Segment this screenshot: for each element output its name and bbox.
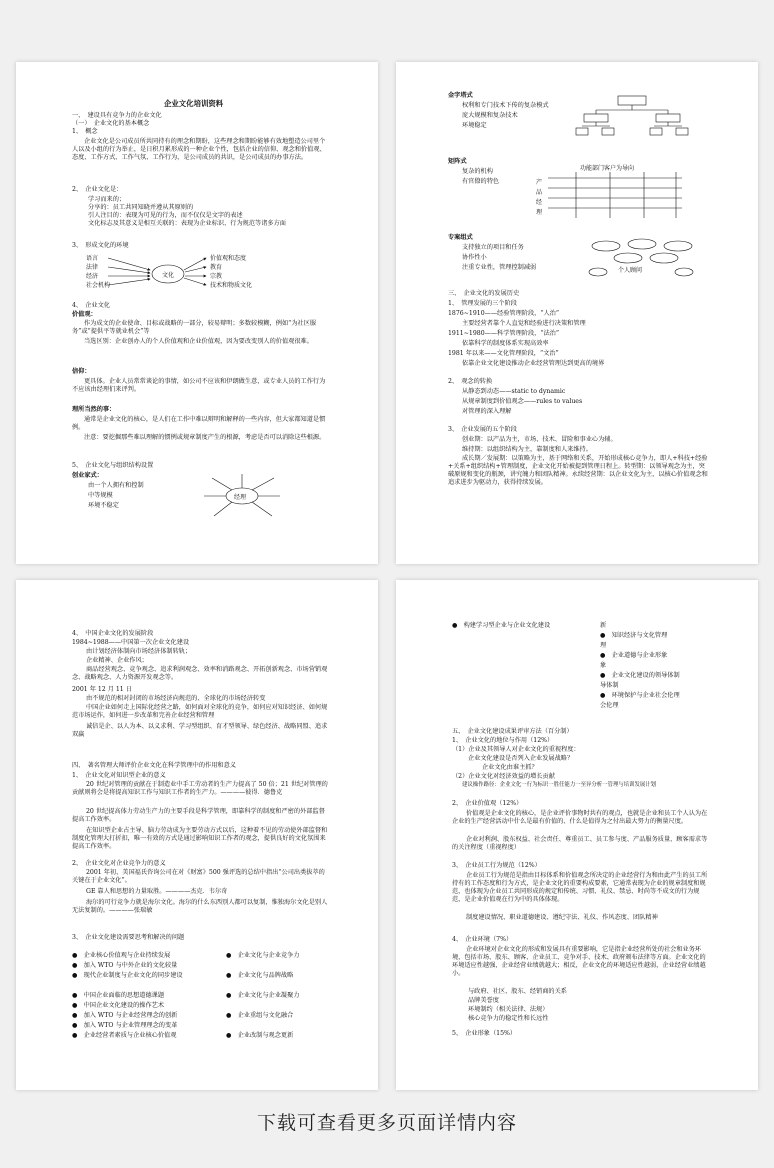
assumptions-paragraph-1: 通常是企业文化的核心，是人们在工作中难以辩明和解释的一些内容，但大家都知道是惯例。 — [72, 416, 326, 432]
text-paragraph: 20 世纪提高体力劳动生产力的主要手段是科学管理，即靠科学的制度和严密的外部监督提高工作效率。 — [72, 808, 325, 824]
text-line: 2001 年 12 月 11 日 — [72, 686, 132, 693]
text-line: 1911~1980——科学管理阶段，“法治” — [448, 330, 560, 337]
text-line: 有官僚的特色 — [462, 178, 500, 185]
text-line: 对管理的深入理解 — [462, 408, 512, 415]
env-left-label: 法律 — [86, 264, 99, 271]
culture-center-label: 文化 — [162, 272, 175, 279]
values-heading: 价值观： — [72, 311, 97, 318]
text-line: 协作性小 — [462, 254, 487, 261]
document-page-2 — [396, 62, 758, 564]
entrepreneur-heading: 创业家式： — [72, 472, 103, 479]
bullet-item: ● 企业道德与企业形象 — [600, 652, 668, 659]
vertical-fragment: 新 — [600, 622, 607, 629]
text-line: 与政府、社区、股东、经销商的关系 — [468, 988, 567, 995]
text-paragraph: 企业员工行为规范是指由目标体系和价值观念所决定的企业经营行为和由此产生的员工所持有的工作态度和行为方式，是企业文化的重要构成要素，它通常表现为企业的规章制度和规范，也体现为企业员工共同形成的规定和传统、习惯、礼仪、禁忌、时尚等不成文的行为规范，是企业价值观在行为中的具体体现。 — [452, 872, 708, 904]
text-line: 庞大规模和复杂技术 — [462, 112, 518, 119]
matrix-top-label: 功能部门客户为导向 — [580, 165, 635, 172]
item-heading: 1、 管理发展的三个阶段 — [448, 300, 517, 307]
pyramid-org-chart — [576, 94, 696, 138]
matrix-heading: 矩阵式 — [448, 158, 467, 165]
text-line: 支持独立的项目和任务 — [462, 244, 524, 251]
item-heading: 1、 企业文化的地位与作用（12%） — [452, 737, 554, 744]
stages-paragraph: 成长期／发展期：以策略为主，基于网络和关系，开始形成核心竞争力，即人+科技+经验+关系+组织结构+管理制度，企业文化开始被提到管理日程上。转型期：以领导观念为主，突破原规和变化的瓶颈，讲究魄力和团队精神。永续经营期：以企业文化为主，以核心价值观念和追求进步为驱动力，获得持续发展。 — [448, 455, 708, 487]
download-more-caption: 下载可查看更多页面详情内容 — [256, 1112, 517, 1134]
item-heading: 3、 企业发展的五个阶段 — [448, 426, 517, 433]
belief-heading: 信仰： — [72, 368, 91, 375]
project-team-heading: 专案组式 — [448, 234, 473, 241]
matrix-org-chart — [536, 164, 686, 224]
vertical-fragment: 会伦理 — [600, 702, 619, 709]
text-line: 品牌美誉度 — [468, 997, 499, 1004]
item-heading: 1、 概念 — [72, 128, 98, 135]
vertical-fragment: 象 — [600, 662, 607, 669]
text-paragraph: 企业对利润、股东权益、社会责任、尊重员工、员工参与度、产品服务质量、顾客需求等的关注程度（重视程度） — [452, 836, 708, 852]
item-heading: 3、 企业文化建设需要思考和解决的问题 — [72, 934, 185, 941]
text-paragraph: 中国企业如何走上国际化经营之路，如何面对全球化的竞争，如何应对知识经济、如何规范市场运作，如何进一步改革和完善企业经营和管理 — [72, 704, 328, 720]
text-line: 权利和专门技术下传的复杂模式 — [462, 102, 549, 109]
problem-item-left: ● 中国企业面临的思想道德课题 — [72, 992, 165, 999]
text-line: 从规章制度到价值观念——rules to values — [462, 398, 583, 405]
problem-item-left: ● 现代企业制度与企业文化的同步建设 — [72, 972, 183, 979]
text-paragraph: 在知识型企业占主导、脑力劳动成为主要劳动方式以后，这种着不见的劳动使外部监督和制度化管理大打折扣，唯一有效的方式是通过影响知识工作者的观念，提供良好的文化氛围来提高工作效率。 — [72, 827, 328, 851]
problem-item-right: ● 企业改制与观念更新 — [226, 1032, 294, 1039]
text-paragraph: 20 世纪对管理的贡献在于制造业中手工劳动者的生产力提高了 50 倍；21 世纪对管理的贡献则将会是将提高知识工作与知识工作者的生产力。————彼得．德鲁克 — [72, 781, 328, 797]
matrix-side-label: 经 — [536, 199, 543, 206]
bullet-item: ● 企业文化建设的领导体制 — [600, 672, 680, 679]
vertical-fragment: 导体制 — [600, 682, 619, 689]
values-paragraph-1: 作为成文的企业使命、目标或战略的一部分，较易辩明；多数较模糊，例如“为社区服务”或“提供平等就业机会”等 — [72, 320, 317, 336]
matrix-side-label: 理 — [536, 209, 543, 216]
matrix-side-label: 品 — [536, 189, 543, 196]
pyramid-heading: 金字塔式 — [448, 92, 473, 99]
text-line: 文化标志及其意义是相互关联的：表现为企业标识、行为规范等诸多方面 — [88, 220, 286, 227]
problem-item-left: ● 中国企业文化建设的操作艺术 — [72, 1002, 165, 1009]
project-team-chart — [588, 238, 698, 278]
section-heading: 四、 著名管理大师评价企业文化在科学管理中的作用和意义 — [72, 762, 236, 769]
problem-item-right: ● 企业重组与文化融合 — [226, 1012, 294, 1019]
text-line: 中等规模 — [88, 492, 113, 499]
text-line: 引人注目的：表现为可见的行为，而不仅仅是文字的表述 — [88, 212, 243, 219]
assumptions-paragraph-2: 注意：要挖掘那些难以理解的惯例或规章制度产生的根源，考虑是否可以消除这些根源。 — [84, 434, 326, 441]
page-title: 企业文化培训资料 — [164, 99, 224, 108]
item-heading: 4、 中国企业文化的发展阶段 — [72, 630, 154, 637]
text-line: 企业文化建设是否列入企业发展战略？ — [468, 755, 574, 762]
text-line: 依靠科学的制度体系实现高效率 — [462, 340, 549, 347]
text-line: 企业精神、企业作风； — [86, 657, 148, 664]
section-heading: 五、 企业文化建设成果评审方法（百分制） — [452, 728, 573, 735]
env-right-label: 价值观和态度 — [210, 255, 247, 262]
problem-item-right: ● 企业文化与企业凝聚力 — [226, 992, 300, 999]
problem-item-left: ● 企业核心价值观与企业持续发展 — [72, 952, 171, 959]
text-paragraph: 商品经营观念、竞争观念、追求利润观念、效率和消路观念、开拓创新观念、市场营销观念、战略观念、人力资源开发观念等。 — [72, 666, 328, 682]
bullet-item: ● 环境保护与企业社会伦理 — [600, 692, 680, 699]
env-right-label: 教育 — [210, 264, 223, 271]
text-line: 环境不稳定 — [88, 502, 119, 509]
text-line: 维持期：以组织结构为主，靠制度和人来维持。 — [462, 446, 592, 453]
text-line: 注重专业性，管理控制减弱 — [462, 264, 537, 271]
belief-paragraph: 更具体。企业人员常常谈论的事情，如公司不应该和伊朗做生意，或专业人员的工作行为不应该由经理们来评判。 — [72, 378, 326, 394]
text-line: （2）企业文化对经济效益的增长贡献 — [452, 773, 555, 780]
env-right-label: 技术和物质文化 — [210, 282, 253, 289]
text-paragraph: 价值观是企业文化的核心，是企业评价事物时共有的观点，也就是企业和员工个人认为在企业的生产经营活动中什么是最有价值的、什么是值得为之付出最大努力的衡量尺度。 — [452, 810, 708, 826]
item-heading: 3、 形成文化的环境 — [72, 242, 129, 249]
problem-item-left: ● 加入 WTO 与中外企业的文化较量 — [72, 962, 178, 969]
text-paragraph: 2001 年初，美国福氏咨询公司在对《财富》500 强评选的总结中指出“公司出类拔萃的关键在于企业文化”。 — [72, 869, 325, 885]
section-heading: 三、 企业文化的发展历史 — [448, 290, 520, 297]
values-paragraph-2: 当选区别：企业创办人的个人价值观和企业价值观，因为要改变别人的价值观很难。 — [84, 338, 313, 345]
matrix-side-label: 产 — [536, 179, 543, 186]
text-paragraph: 诚信是企、以人为本、以义求利、学习型组织、育才型领导、绿色经济、战略同盟、追求双赢 — [72, 723, 328, 739]
text-line: （1）企业及其领导人对企业文化的重视程度： — [452, 746, 580, 753]
assumptions-heading: 理所当然的事： — [72, 406, 116, 413]
problem-item-left: ● 企业经营者素质与企业核心价值观 — [72, 1032, 177, 1039]
env-right-label: 宗教 — [210, 273, 223, 280]
vertical-fragment: 理 — [600, 642, 607, 649]
item-heading: 3、 企业员工行为规范（12%） — [452, 862, 541, 869]
text-line: 企业文化由谁主抓？ — [482, 764, 538, 771]
document-page-4 — [396, 580, 758, 1090]
bullet-item: ● 知识经济与文化管理 — [600, 632, 668, 639]
item-heading: 5、 企业形象（15%） — [452, 1030, 517, 1037]
text-line: 创业期：以产品为主，市场、技术、冒险和事业心为辅。 — [462, 436, 617, 443]
text-line: 依靠企业文化建设推动企业经营管理达到更高的境界 — [462, 360, 605, 367]
text-line: 核心竞争力的稳定性和长远性 — [468, 1015, 549, 1022]
problem-item-right: ● 企业文化与品牌战略 — [226, 972, 294, 979]
text-line: 建议操作路径：企业文化一行为标识一胜任能力一至异分析一管理与培训发展计划 — [462, 782, 657, 788]
concept-paragraph: 企业文化是公司成员所共同持有的理念和期盼，这些理念和期盼能够有效地塑造公司里个人以及小组的行为举止，是日积月累形成的一种企业个性，包括企业的信仰、观念和价值观、态度、工作方式、工作气氛、工作行为，是公司成员的共识，是公司成员的办事方法。 — [72, 138, 326, 162]
text-paragraph: 制度建设情况、职业道德建设、遵纪守法、礼仪、作风态度、团队精神 — [466, 914, 658, 921]
text-paragraph: 企业环境对企业文化的形成和发展具有重要影响，它是指企业经营所处的社会和业务环境，包括市场、股东、顾客、企业员工、竞争对手、技术、政府颁布法律等方面。企业文化的环境适应性越强，企业经营业绩就越大；相反，企业文化的环境适应性越弱，企业经营业绩越小。 — [452, 946, 706, 978]
document-page-3 — [16, 580, 378, 1090]
text-line: 从静态到动态——static to dynamic — [462, 388, 566, 395]
boss-label: 经理 — [234, 494, 247, 501]
text-line: 环境制约（相关法律、法规） — [468, 1006, 549, 1013]
section-heading: 一、 建设具有竞争力的企业文化 — [72, 112, 162, 119]
problem-item-left: ● 加入 WTO 与企业管理理念的变革 — [72, 1022, 178, 1029]
item-heading: 4、 企业文化 — [72, 302, 110, 309]
culture-environment-diagram — [72, 252, 322, 294]
text-line: 由不规范的相对封闭的市场经济向规范的、全球化的市场经济转变 — [86, 695, 266, 702]
text-line: 复杂的机构 — [462, 168, 493, 175]
text-line: 分享的：员工共同知晓并遵从其原则的 — [88, 204, 194, 211]
text-line: 1981 年以来——文化管理阶段，“文治” — [448, 350, 559, 357]
env-left-label: 经济 — [86, 273, 99, 280]
quote-zhang: 海尔的可行竞争力就是海尔文化。海尔的什么东西别人都可以复制，惟独海尔文化是别人无法复制的。————张瑞敏 — [72, 899, 328, 915]
item-heading: 2、 企业文化对企业竞争力的意义 — [72, 860, 166, 867]
subsection-heading: （一） 企业文化的基本概念 — [72, 120, 150, 127]
problem-item-right: ● 企业文化与企业竞争力 — [226, 952, 300, 959]
text-line: 环境稳定 — [462, 122, 487, 129]
env-left-label: 社会机构 — [86, 282, 111, 289]
text-line: 1984~1988——中国第一次企业文化建设 — [72, 639, 190, 646]
team-label: 个人顾问 — [618, 267, 643, 274]
text-line: 主要经营者靠个人直觉和经验进行决策和管理 — [462, 320, 586, 327]
document-page-1 — [16, 62, 378, 564]
entrepreneur-spider-diagram — [202, 474, 282, 518]
text-line: 学习而来的； — [88, 196, 126, 203]
problem-item-left: ● 加入 WTO 与企业经营理念的创新 — [72, 1012, 178, 1019]
item-heading: 4、 企业环境（7%） — [452, 936, 513, 943]
text-line: 由计划经济体制向市场经济体制转轨； — [86, 648, 192, 655]
item-heading: 1、 企业文化对知识型企业的意义 — [72, 772, 166, 779]
env-left-label: 语言 — [86, 255, 99, 262]
quote-welch: GE 靠人和思想的力量取胜。————杰克．韦尔奇 — [86, 888, 228, 895]
item-heading: 2、 企业价值观（12%） — [452, 800, 523, 807]
item-heading: 5、 企业文化与组织结构设置 — [72, 462, 154, 469]
item-heading: 2、 观念的转换 — [448, 378, 493, 385]
text-line: 由一个人拥有和控制 — [88, 482, 144, 489]
item-heading: 2、 企业文化是： — [72, 186, 123, 193]
text-line: 1876~1910——经验管理阶段，“人治” — [448, 310, 560, 317]
bullet-item: ● 构建学习型企业与企业文化建设 — [452, 622, 551, 629]
